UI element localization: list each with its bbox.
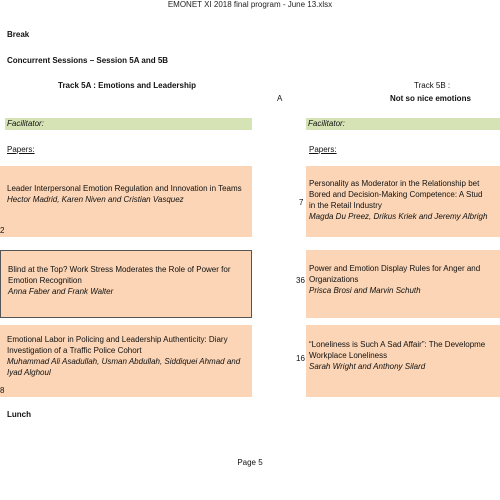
paper-title: Blind at the Top? Work Stress Moderates the Role of Power for Emotion Recognition (8, 265, 231, 285)
paper-authors: Anna Faber and Frank Walter (8, 287, 114, 296)
facilitator-row-a (5, 118, 252, 130)
papers-label-b: Papers: (309, 145, 337, 154)
facilitator-label-b: Facilitator: (308, 119, 345, 128)
lunch-label: Lunch (7, 410, 31, 419)
document-title: EMONET XI 2018 final program - June 13.xlsx (167, 0, 333, 9)
paper-authors: Muhammad Ali Asadullah, Usman Abdullah, Siddiquei Ahmad and Iyad Alghoul (7, 357, 241, 377)
track-a-title: Track 5A : Emotions and Leadership (58, 81, 196, 90)
room-a-label: A (277, 94, 283, 103)
paper-title: Emotional Labor in Policing and Leadership Authenticity: Diary Investigation of a Traffic Police Cohort (7, 335, 228, 355)
paper-card-b1 (306, 166, 500, 237)
paper-title-line: Organizations (309, 275, 359, 284)
paper-number: 36 (296, 276, 305, 285)
track-b-title: Track 5B : (414, 81, 451, 90)
page-number: Page 5 (237, 458, 263, 467)
break-label: Break (7, 30, 30, 39)
paper-card-a1 (0, 166, 252, 237)
paper-title-line: “Loneliness is Such A Sad Affair”: The Developme (309, 340, 486, 349)
paper-card-b2 (306, 250, 500, 318)
paper-authors: Magda Du Preez, Drikus Kriek and Jeremy Albrigh (309, 212, 488, 221)
paper-card-b3 (306, 325, 500, 397)
track-b-subtitle: Not so nice emotions (390, 94, 471, 103)
paper-number: 7 (299, 198, 304, 207)
paper-title-line: Workplace Loneliness (309, 351, 388, 360)
paper-authors: Sarah Wright and Anthony Silard (309, 362, 426, 371)
paper-title-line: Power and Emotion Display Rules for Anger and (309, 264, 481, 273)
session-title: Concurrent Sessions – Session 5A and 5B (7, 56, 169, 65)
paper-card-a2 (0, 250, 252, 318)
papers-label-a: Papers: (7, 145, 35, 154)
paper-title-line: Bored and Decision-Making Competence: A Stud (309, 190, 483, 199)
paper-title: Leader Interpersonal Emotion Regulation and Innovation in Teams (7, 184, 242, 193)
paper-authors: Hector Madrid, Karen Niven and Cristian Vasquez (7, 195, 184, 204)
facilitator-label-a: Facilitator: (7, 119, 44, 128)
paper-title-line: Personality as Moderator in the Relationship bet (309, 179, 480, 188)
paper-number: 2 (0, 226, 5, 235)
paper-title-line: in the Retail Industry (309, 201, 382, 210)
paper-authors: Prisca Brosi and Marvin Schuth (309, 286, 421, 295)
paper-card-a3 (0, 325, 252, 397)
facilitator-row-b (306, 118, 500, 130)
paper-number: 16 (296, 354, 305, 363)
paper-number: 8 (0, 386, 5, 395)
